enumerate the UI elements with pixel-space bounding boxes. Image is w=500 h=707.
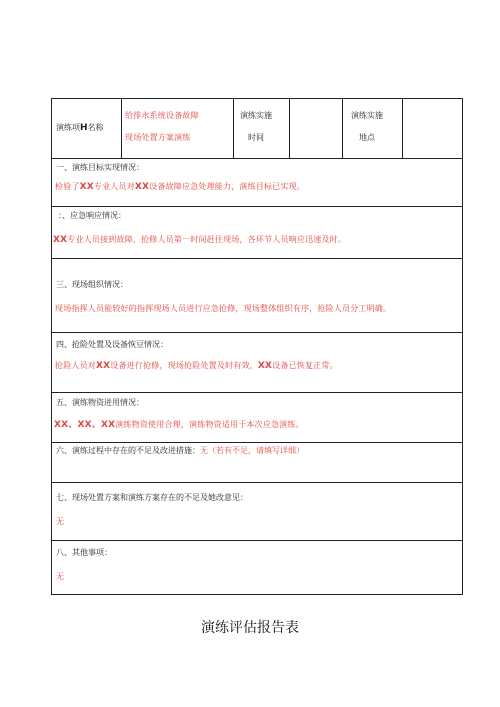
- section-improvements: [52, 443, 462, 483]
- section-organization-label: 三、现场组织情况：: [56, 280, 128, 289]
- section-organization: [52, 259, 462, 333]
- section-materials-text: [54, 417, 304, 430]
- goals-pre: 检验了: [55, 182, 80, 191]
- section-organization-text: 现场指挥人员能较好的指挥现场人员进行应急抢修，现场整体组织有序，抢险人员分工明确。: [55, 304, 392, 313]
- section-materials-label: 五、演练物资进用情况：: [56, 398, 144, 407]
- page-title: 演练评估报告表: [201, 620, 299, 636]
- recovery-xx2: XX: [257, 361, 273, 371]
- place-value-cell: [403, 99, 464, 158]
- section-recovery-text: [55, 360, 338, 371]
- section-goals-text: [55, 181, 305, 192]
- section-other-label: 八、其他事项：: [56, 548, 112, 557]
- project-name-line2: 现场处置方案演练: [125, 133, 191, 142]
- section-plan-issues: [52, 483, 462, 541]
- goals-xx1: XX: [79, 182, 94, 192]
- section-response-text: [53, 234, 346, 245]
- header-row: [52, 99, 462, 159]
- recovery-xx1: XX: [96, 361, 111, 371]
- section-materials: [52, 393, 462, 443]
- recovery-mid: 设备进行抢修，现场抢险处置及时有效，: [110, 361, 258, 370]
- name-label-tail: 名称: [87, 123, 104, 132]
- name-label: [56, 117, 104, 139]
- name-label-cell: [52, 99, 122, 158]
- section-other-value: 无: [56, 572, 65, 581]
- section-improvements-label: 六、演练过程中存在的不足及改进措施：: [56, 446, 200, 455]
- section-recovery-label: 四、抢险处置及设备恢豆情况：: [56, 340, 168, 349]
- response-body: 专业人员接到故障，抢修人员第一时间赶往现场，各环节人员响应迅速及时。: [67, 235, 347, 244]
- place-label-line1: 演练实施: [351, 111, 383, 120]
- goals-xx2: XX: [134, 182, 150, 192]
- name-label-text: 演练项: [56, 123, 80, 132]
- section-response-label: ：、应急响应情况：: [58, 211, 126, 220]
- time-label-line2: 时间: [248, 133, 264, 142]
- place-label-cell: [343, 99, 403, 158]
- evaluation-table: [51, 98, 463, 595]
- response-xx: XX: [53, 235, 68, 245]
- section-goals-label: 一、演练目标实现情况：: [56, 163, 144, 172]
- time-label-line1: 演练实施: [240, 111, 272, 120]
- recovery-pre: 抢险人员对: [55, 361, 96, 370]
- section-other: [52, 541, 462, 595]
- section-recovery: [52, 333, 462, 393]
- goals-mid: 专业人员对: [93, 182, 135, 191]
- name-label-mark: H: [80, 123, 88, 133]
- materials-body: 演练物资使用合理，演练物资适用于本次应急演练。: [115, 420, 304, 429]
- section-improvements-value: 无（若有不足，请填写详细）: [200, 446, 304, 455]
- section-goals: [52, 159, 462, 207]
- section-improvements-line: [56, 445, 304, 456]
- materials-xx: XX、XX、XX: [54, 420, 116, 430]
- place-label-line2: 地点: [359, 133, 375, 142]
- time-label-cell: [234, 99, 290, 158]
- project-name-cell: [122, 99, 234, 158]
- recovery-post: 设备已恢复正常。: [272, 361, 338, 370]
- section-plan-issues-label: 七、现场处置方案和演练方案存在的不足及她改意见：: [56, 493, 248, 502]
- time-value-cell: [290, 99, 343, 158]
- section-plan-issues-value: 无: [56, 517, 65, 526]
- section-response: [52, 207, 462, 259]
- project-name-line1: 给排水系统设备故障: [125, 111, 199, 120]
- goals-post: 设备故障应急处理能力，演练目标已实现。: [149, 182, 305, 191]
